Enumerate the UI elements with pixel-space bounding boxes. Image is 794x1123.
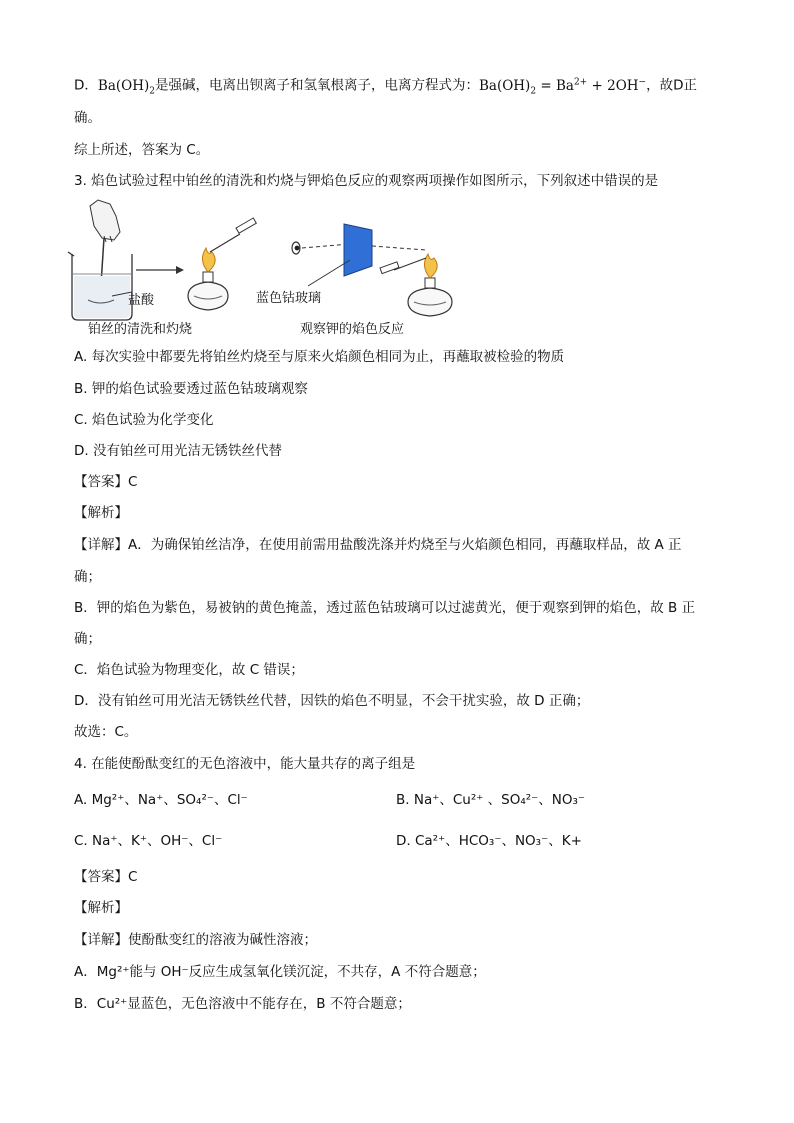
hand-icon [90,200,120,242]
beaker-icon [68,252,132,320]
summary-line: 综上所述，答案为 C。 [74,142,210,158]
q4-option-b: B. Na⁺、Cu²⁺ 、SO₄²⁻、NO₃⁻ [396,792,586,808]
sight-line [302,244,350,248]
sight-line-2 [372,246,426,250]
q3-detail-d: D．没有铂丝可用光洁无锈铁丝代替，因铁的焰色不明显，不会干扰实验，故 D 正确； [74,693,590,709]
option-d-line [74,72,697,101]
alcohol-lamp-icon [188,218,256,310]
q3-option-c: C. 焰色试验为化学变化 [74,412,214,428]
label-hydrochloric-acid: 盐酸 [128,293,155,308]
q4-detail-a: A．Mg²⁺能与 OH⁻反应生成氢氧化镁沉淀，不共存，A 不符合题意； [74,964,486,980]
formula-baoh2: $Ba(OH)_2$ [97,77,155,97]
q4-stem: 4. 在能使酚酞变红的无色溶液中，能大量共存的离子组是 [74,756,416,772]
caption-right: 观察钾的焰色反应 [300,322,405,337]
q4-analysis-heading: 【解析】 [74,900,128,916]
q3-answer: 【答案】C [74,474,138,490]
q3-detail-b-cont: 确； [74,631,101,647]
text: ，故D正 [646,77,697,94]
text: 是强碱，电离出钡离子和氢氧根离子，电离方程式为： [154,77,479,94]
q3-analysis-heading: 【解析】 [74,505,128,521]
cobalt-glass-icon [344,224,372,276]
q4-detail-b: B．Cu²⁺显蓝色，无色溶液中不能存在，B 不符合题意； [74,996,411,1012]
option-d-cont: 确。 [74,110,101,126]
eye-icon [292,242,300,254]
q3-option-d: D. 没有铂丝可用光洁无锈铁丝代替 [74,443,282,459]
q4-detail-intro: 【详解】使酚酞变红的溶液为碱性溶液； [74,932,317,948]
q4-option-c: C. Na⁺、K⁺、OH⁻、Cl⁻ [74,833,223,849]
flame-test-diagram [60,196,480,336]
q4-answer: 【答案】C [74,869,138,885]
q3-stem: 3. 焰色试验过程中铂丝的清洗和灼烧与钾焰色反应的观察两项操作如图所示，下列叙述中错误的是 [74,173,659,189]
caption-left: 铂丝的清洗和灼烧 [88,322,193,337]
q3-detail-a: 【详解】A．为确保铂丝洁净，在使用前需用盐酸洗涤并灼烧至与火焰颜色相同，再蘸取样品，故 A 正 [74,537,682,553]
label-cobalt-glass: 蓝色钴玻璃 [256,291,322,306]
q3-choose: 故选：C。 [74,724,138,740]
arrow-icon [136,266,184,274]
q3-detail-a-cont: 确； [74,569,101,585]
q3-option-a: A. 每次实验中都要先将铂丝灼烧至与原来火焰颜色相同为止，再蘸取被检验的物质 [74,349,565,365]
option-label: D． [74,77,98,94]
ionization-equation: $Ba(OH)_2 = Ba^{2+} + 2OH^-$ [478,77,647,97]
q4-option-a: A. Mg²⁺、Na⁺、SO₄²⁻、Cl⁻ [74,792,248,808]
q4-option-d: D. Ca²⁺、HCO₃⁻、NO₃⁻、K+ [396,833,582,849]
q3-detail-b: B．钾的焰色为紫色，易被钠的黄色掩盖，透过蓝色钴玻璃可以过滤黄光，便于观察到钾的焰色，故 B 正 [74,600,696,616]
q3-option-b: B. 钾的焰色试验要透过蓝色钴玻璃观察 [74,381,308,397]
alcohol-lamp-icon [380,254,452,316]
q3-detail-c: C．焰色试验为物理变化，故 C 错误； [74,662,304,678]
